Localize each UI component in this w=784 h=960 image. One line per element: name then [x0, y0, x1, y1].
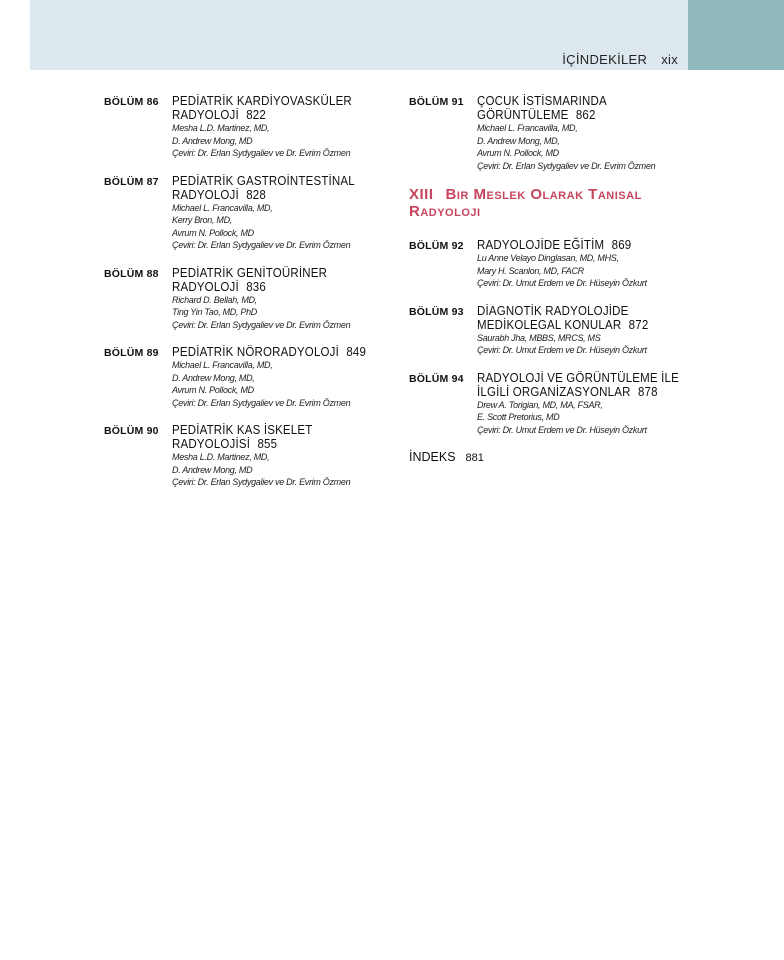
author-line: D. Andrew Mong, MD,	[477, 135, 560, 146]
header-page-number: xix	[661, 52, 678, 67]
author-line: Çeviri: Dr. Erlan Sydygaliev ve Dr. Evrim Özmen	[477, 160, 656, 171]
author-line: Michael L. Francavilla, MD,	[172, 360, 273, 370]
author-line: Çeviri: Dr. Umut Erdem ve Dr. Hüseyin Özkurt	[477, 424, 647, 435]
chapter-page-number: 849	[346, 345, 367, 359]
chapter-label: BÖLÜM 93	[409, 305, 464, 318]
chapter-title-line: PEDİATRİK KAS İSKELET	[172, 423, 313, 437]
chapter-title	[172, 174, 384, 202]
author-line: Çeviri: Dr. Erlan Sydygaliev ve Dr. Evrim Özmen	[172, 477, 351, 487]
toc-entry	[104, 94, 384, 160]
chapter-page-number: 869	[611, 238, 632, 252]
toc-entry	[409, 304, 699, 357]
chapter-label: BÖLÜM 86	[104, 96, 159, 108]
toc-column-right	[409, 94, 699, 464]
toc-entry	[104, 345, 384, 409]
index-label: İNDEKS	[409, 450, 456, 464]
chapter-title-line: DİAGNOTİK RADYOLOJİDE	[477, 303, 629, 318]
chapter-title-line: ÇOCUK İSTİSMARINDA	[477, 94, 607, 108]
running-header	[562, 52, 678, 67]
chapter-title-line: RADYOLOJİSİ	[172, 437, 251, 451]
author-line: Çeviri: Dr. Umut Erdem ve Dr. Hüseyin Özkurt	[477, 345, 647, 355]
author-line: Çeviri: Dr. Umut Erdem ve Dr. Hüseyin Özkurt	[477, 278, 647, 288]
chapter-label: BÖLÜM 92	[409, 240, 464, 252]
chapter-title	[477, 304, 689, 332]
section-title-line2: Radyoloji	[409, 203, 481, 220]
author-line: Michael L. Francavilla, MD,	[477, 123, 578, 133]
chapter-authors	[477, 332, 699, 357]
chapter-title	[172, 423, 384, 451]
chapter-title-line: RADYOLOJİ VE GÖRÜNTÜLEME İLE	[477, 370, 679, 385]
index-page: 881	[465, 452, 484, 464]
chapter-title-line: PEDİATRİK GENİTOÜRİNER	[172, 265, 328, 280]
chapter-title-line: RADYOLOJİ	[172, 187, 239, 202]
author-line: Çeviri: Dr. Erlan Sydygaliev ve Dr. Evrim Özmen	[172, 240, 351, 250]
chapter-title	[172, 266, 384, 294]
chapter-title-line: İLGİLİ ORGANİZASYONLAR	[477, 384, 631, 399]
header-title: İÇİNDEKİLER	[562, 52, 648, 67]
chapter-authors	[172, 202, 384, 252]
toc-entry	[409, 94, 699, 172]
chapter-page-number: 822	[246, 108, 266, 122]
author-line: Richard D. Bellah, MD,	[172, 294, 257, 305]
author-line: Drew A. Torigian, MD, MA, FSAR,	[477, 399, 603, 410]
chapter-page-number: 855	[257, 437, 278, 451]
chapter-title-line: GÖRÜNTÜLEME	[477, 108, 569, 122]
chapter-title	[172, 345, 384, 359]
author-line: Lu Anne Velayo Dinglasan, MD, MHS,	[477, 253, 619, 263]
author-line: Kerry Bron, MD,	[172, 215, 233, 225]
author-line: Çeviri: Dr. Erlan Sydygaliev ve Dr. Evrim Özmen	[172, 397, 351, 408]
author-line: Mesha L.D. Martinez, MD,	[172, 123, 270, 133]
author-line: Avrum N. Pollock, MD	[477, 148, 559, 158]
author-line: D. Andrew Mong, MD	[172, 464, 253, 475]
chapter-page-number: 836	[246, 279, 266, 294]
chapter-title	[477, 371, 689, 399]
chapter-page-number: 878	[637, 384, 658, 399]
author-line: Mary H. Scanlon, MD, FACR	[477, 265, 584, 276]
chapter-title-line: MEDİKOLEGAL KONULAR	[477, 317, 622, 332]
author-line: D. Andrew Mong, MD	[172, 135, 253, 146]
chapter-label: BÖLÜM 94	[409, 372, 464, 385]
chapter-authors	[477, 252, 699, 290]
toc-entry	[104, 266, 384, 332]
chapter-label: BÖLÜM 87	[104, 175, 159, 188]
chapter-title-line: PEDİATRİK KARDİYOVASKÜLER	[172, 94, 352, 108]
toc-group-bottom	[409, 238, 699, 436]
header-tab	[688, 0, 784, 70]
chapter-authors	[477, 122, 699, 172]
chapter-label: BÖLÜM 88	[104, 267, 159, 280]
author-line: Saurabh Jha, MBBS, MRCS, MS	[477, 332, 601, 343]
section-number: XIII	[409, 186, 434, 203]
author-line: Michael L. Francavilla, MD,	[172, 202, 273, 213]
chapter-authors	[172, 122, 384, 160]
chapter-title-line: RADYOLOJİDE EĞİTİM	[477, 238, 605, 252]
chapter-authors	[172, 294, 384, 332]
toc-column-left	[104, 94, 384, 503]
chapter-title-line: PEDİATRİK NÖRORADYOLOJİ	[172, 345, 339, 359]
chapter-title-line: RADYOLOJİ	[172, 108, 239, 122]
chapter-authors	[477, 399, 699, 437]
section-heading	[409, 186, 699, 220]
author-line: D. Andrew Mong, MD,	[172, 372, 255, 383]
chapter-title-line: PEDİATRİK GASTROİNTESTİNAL	[172, 173, 355, 188]
chapter-page-number: 828	[246, 187, 266, 202]
section-title-line1: Bir Meslek Olarak Tanısal	[445, 186, 642, 203]
index-entry	[409, 450, 699, 464]
chapter-label: BÖLÜM 89	[104, 347, 159, 359]
toc-entry	[409, 371, 699, 437]
author-line: Ting Yin Tao, MD, PhD	[172, 307, 258, 317]
chapter-page-number: 862	[575, 108, 596, 122]
author-line: Avrum N. Pollock, MD	[172, 385, 254, 395]
chapter-title-line: RADYOLOJİ	[172, 279, 239, 294]
chapter-title	[172, 94, 384, 122]
chapter-page-number: 872	[628, 317, 649, 332]
toc-entry	[104, 174, 384, 252]
toc-entry	[409, 238, 699, 290]
author-line: Mesha L.D. Martinez, MD,	[172, 452, 270, 462]
chapter-title	[477, 94, 689, 122]
author-line: Çeviri: Dr. Erlan Sydygaliev ve Dr. Evrim Özmen	[172, 319, 351, 330]
author-line: Çeviri: Dr. Erlan Sydygaliev ve Dr. Evrim Özmen	[172, 148, 351, 158]
chapter-title	[477, 238, 689, 252]
chapter-label: BÖLÜM 90	[104, 425, 159, 437]
chapter-authors	[172, 359, 384, 409]
author-line: E. Scott Pretorius, MD	[477, 412, 560, 422]
author-line: Avrum N. Pollock, MD	[172, 227, 254, 238]
toc-group-top	[409, 94, 699, 172]
chapter-label: BÖLÜM 91	[409, 96, 464, 108]
chapter-authors	[172, 451, 384, 489]
toc-entry	[104, 423, 384, 489]
